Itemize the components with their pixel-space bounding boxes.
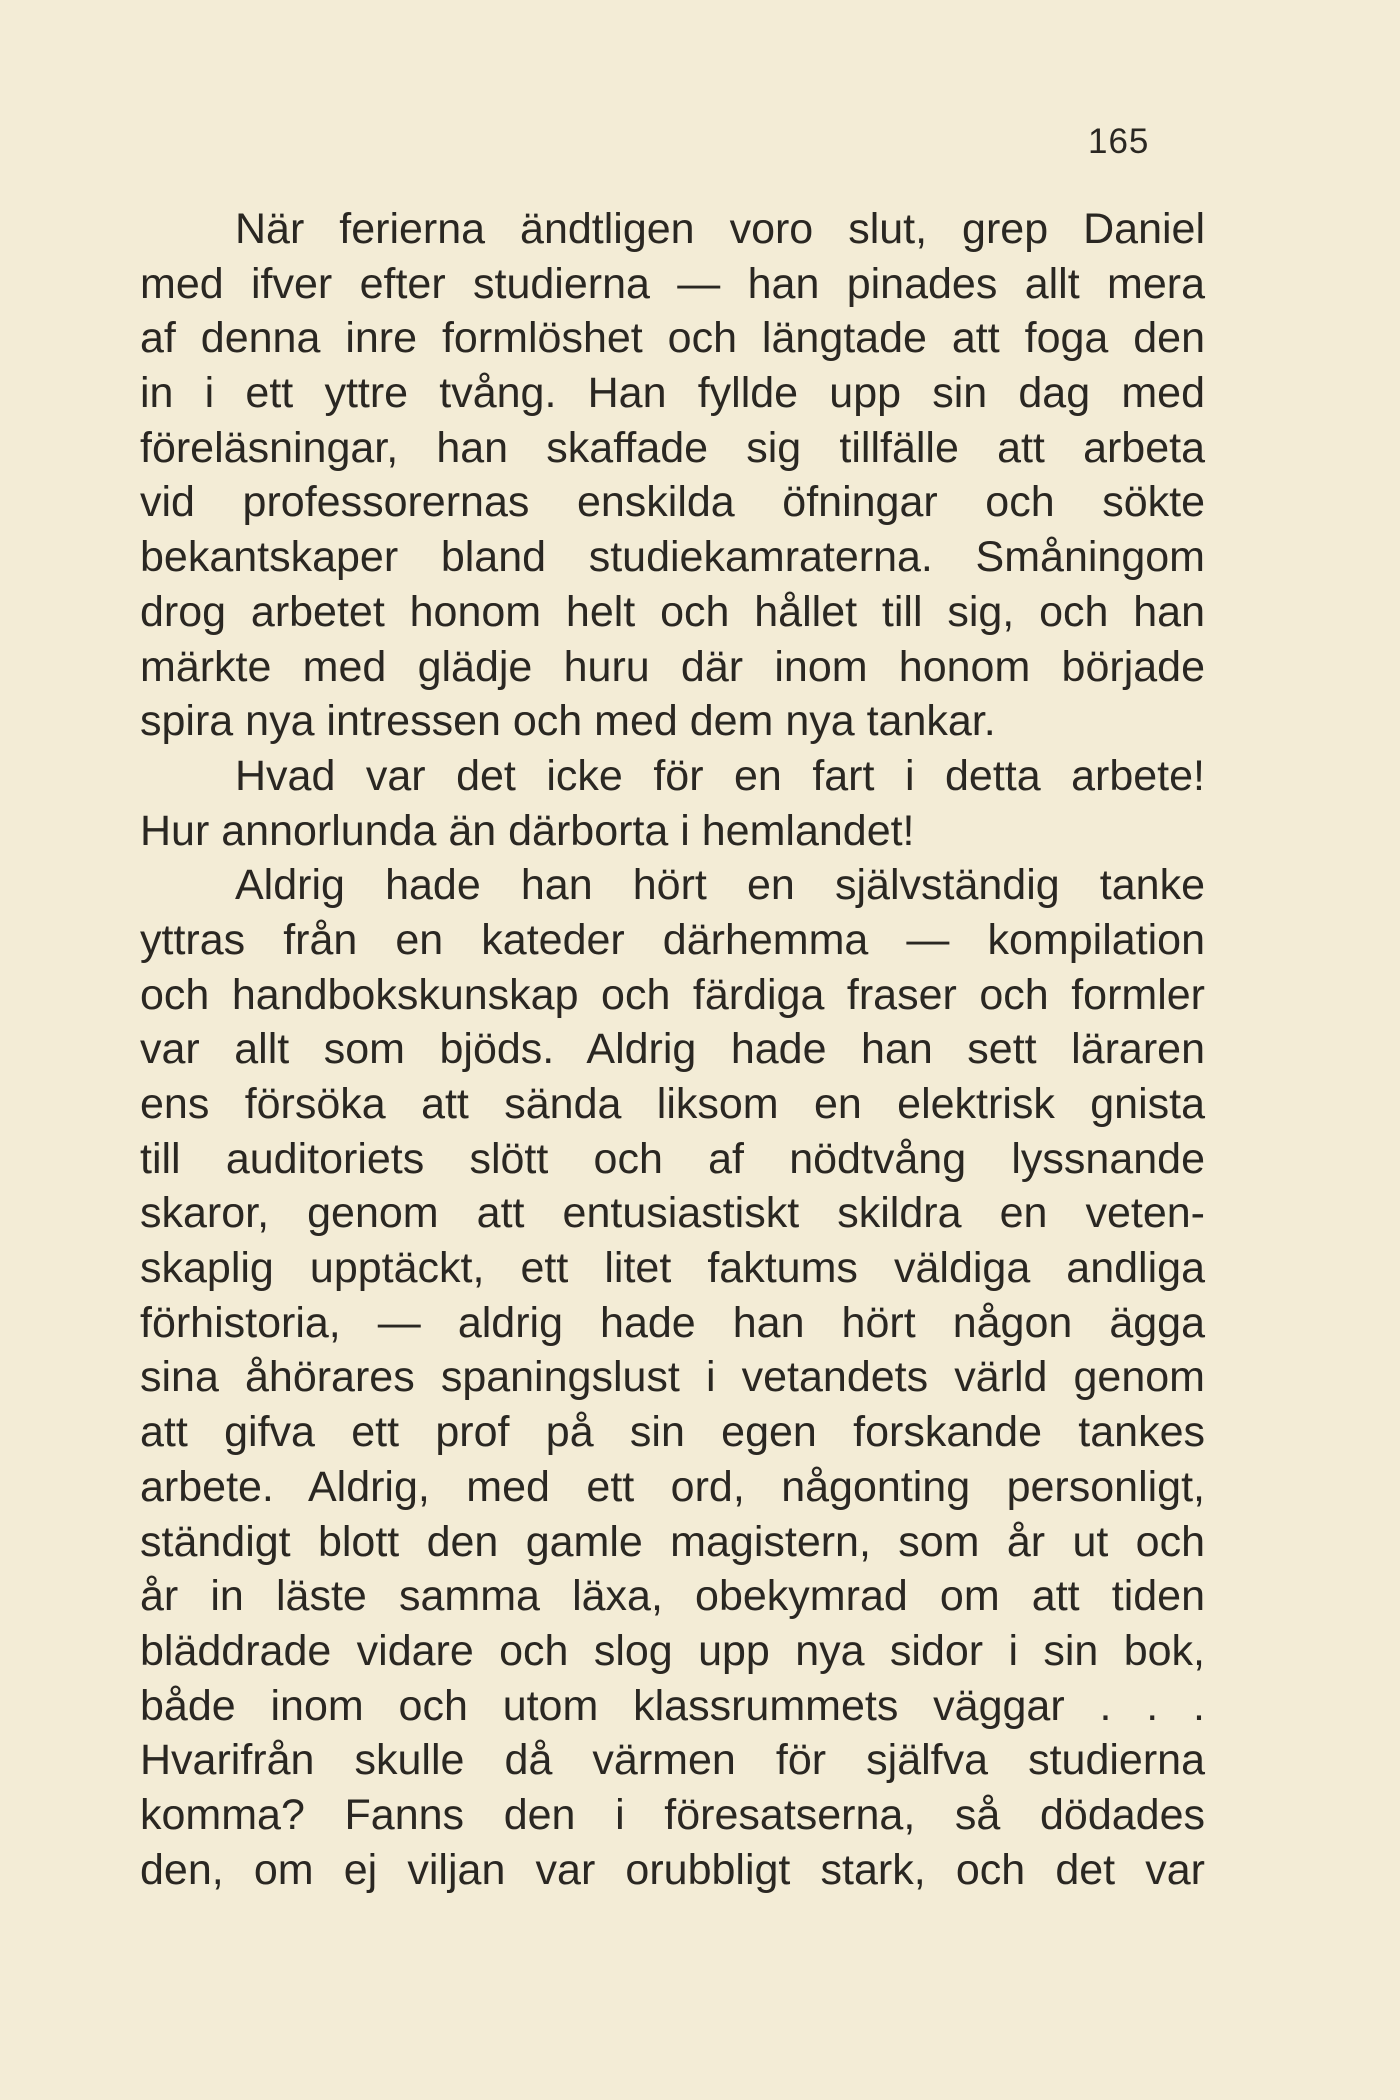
text-line: år in läste samma läxa, obekymrad om att tiden (140, 1572, 1205, 1621)
text-line: till auditoriets slött och af nödtvång lyssnande (140, 1134, 1205, 1183)
text-line: ständigt blott den gamle magistern, som år ut och (140, 1517, 1205, 1566)
text-line: bläddrade vidare och slog upp nya sidor i sin bok, (140, 1626, 1205, 1675)
text-line: ens försöka att sända liksom en elektrisk gnista (140, 1080, 1205, 1128)
text-line: sina åhörares spaningslust i vetandets värld genom (140, 1353, 1205, 1402)
text-line: den, om ej viljan var orubbligt stark, och det var (140, 1845, 1205, 1894)
text-line: yttras från en kateder därhemma — kompilation (140, 915, 1205, 964)
text-line: skaplig upptäckt, ett litet faktums väldiga andliga (140, 1244, 1205, 1293)
text-line: arbete. Aldrig, med ett ord, någonting personligt, (140, 1462, 1205, 1511)
text-line: att gifva ett prof på sin egen forskande tankes (140, 1408, 1205, 1457)
text-line: förhistoria, — aldrig hade han hört någon ägga (140, 1298, 1205, 1347)
text-line: När ferierna ändtligen voro slut, grep Daniel (235, 205, 1205, 253)
body-text (140, 202, 1205, 1897)
text-line: och handbokskunskap och färdiga fraser och formler (140, 970, 1205, 1019)
text-line: bekantskaper bland studiekamraterna. Småningom (140, 533, 1205, 582)
text-line: både inom och utom klassrummets väggar . . . (140, 1681, 1205, 1730)
text-line: Hvarifrån skulle då värmen för själfva studierna (140, 1736, 1205, 1785)
text-line: var allt som bjöds. Aldrig hade han sett läraren (140, 1025, 1205, 1074)
text-line: Aldrig hade han hört en självständig tanke (235, 861, 1205, 910)
text-line: märkte med glädje huru där inom honom började (140, 642, 1205, 691)
text-line: skaror, genom att entusiastiskt skildra en veten- (140, 1189, 1205, 1238)
text-line: vid professorernas enskilda öfningar och sökte (140, 478, 1205, 527)
text-line: Hur annorlunda än därborta i hemlandet! (140, 806, 915, 855)
text-line: föreläsningar, han skaffade sig tillfälle att arbeta (140, 423, 1205, 472)
text-line: Hvad var det icke för en fart i detta arbete! (235, 751, 1205, 800)
page-number: 165 (1088, 122, 1150, 161)
text-line: komma? Fanns den i föresatserna, så dödades (140, 1790, 1205, 1839)
text-line: af denna inre formlöshet och längtade att foga den (140, 314, 1205, 363)
text-line: drog arbetet honom helt och hållet till sig, och han (140, 587, 1205, 636)
text-line: spira nya intressen och med dem nya tankar. (140, 697, 996, 746)
text-line: med ifver efter studierna — han pinades allt mera (140, 259, 1205, 308)
text-line: in i ett yttre tvång. Han fyllde upp sin dag med (140, 369, 1205, 418)
